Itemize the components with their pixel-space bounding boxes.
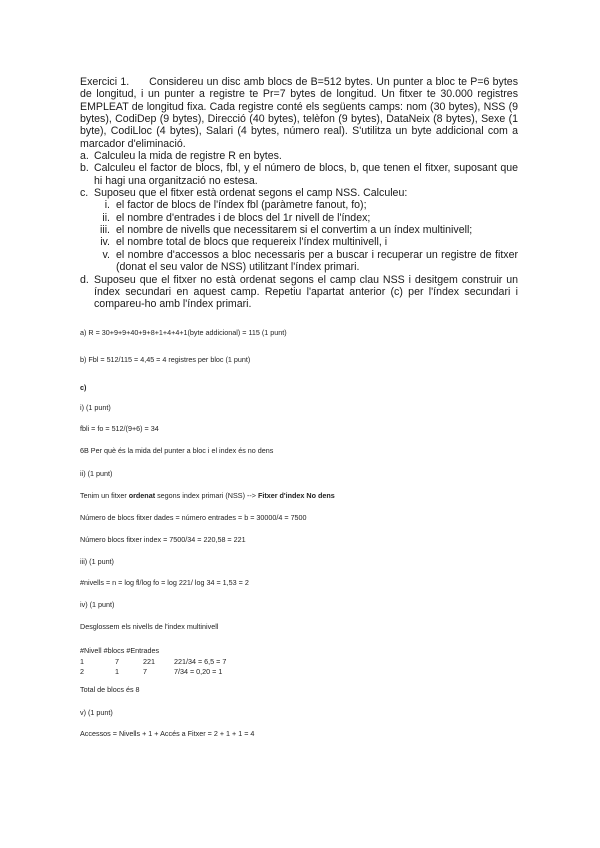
subquestion-text: el nombre total de blocs que requereix l'índex multinivell, i <box>116 236 388 249</box>
subquestion-marker: v. <box>102 248 110 261</box>
answer-c-iii-heading: iii) (1 punt) <box>80 557 114 566</box>
table-row <box>80 657 226 667</box>
answer-c-v-heading: v) (1 punt) <box>80 708 113 717</box>
question-b <box>80 162 518 187</box>
level-table-header: #Nivell #blocs #Entrades <box>80 646 160 655</box>
bold-text: ordenat <box>128 491 156 500</box>
table-row <box>80 667 226 677</box>
answer-c-iv-text: Desglossem els nivells de l'index multinivell <box>80 622 219 631</box>
subquestion-marker: i. <box>104 199 110 212</box>
exercise-label: Exercici 1. <box>80 76 130 88</box>
question-marker: c. <box>80 187 89 200</box>
question-marker: a. <box>80 150 89 163</box>
answer-c-heading: c) <box>80 383 87 392</box>
question-a <box>80 150 518 162</box>
subquestion-text: el nombre de nivells que necessitarem si el convertim a un índex multinivell; <box>116 224 473 237</box>
table-cell: 2 <box>80 666 84 676</box>
exercise-intro <box>80 76 518 150</box>
table-cell: 7/34 = 0,20 = 1 <box>174 666 223 676</box>
answer-c-i-note: 6B Per què és la mida del punter a bloc i el index és no dens <box>80 446 274 455</box>
answer-c-v-calc: Accessos = Nivells + 1 + Accés a Fitxer = 2 + 1 + 1 = 4 <box>80 729 255 738</box>
subquestion-marker: iii. <box>99 224 110 237</box>
table-cell: 7 <box>143 666 147 676</box>
question-list <box>80 150 518 310</box>
question-d <box>80 274 518 311</box>
answer-c-ii-data-blocks: Número de blocs fitxer dades = número entrades = b = 30000/4 = 7500 <box>80 513 307 522</box>
subquestion-text: el nombre d'entrades i de blocs del 1r nivell de l'índex; <box>116 211 371 224</box>
subquestion-marker: ii. <box>102 211 110 224</box>
answer-c-iii-calc: #nivells = n = log fl/log fo = log 221/ log 34 = 1,53 = 2 <box>80 578 249 587</box>
subquestion-list <box>80 199 518 273</box>
question-text: Suposeu que el fitxer està ordenat segons el camp NSS. Calculeu: <box>94 187 408 200</box>
subquestion-iv <box>80 236 518 248</box>
answer-c-ii-index-blocks: Número blocs fitxer index = 7500/34 = 220,58 = 221 <box>80 535 246 544</box>
answer-c-ii-heading: ii) (1 punt) <box>80 469 113 478</box>
subquestion-v <box>80 249 518 274</box>
plain-text: Tenim un fitxer <box>80 491 129 500</box>
answer-b: b) Fbl = 512/115 = 4,45 = 4 registres per bloc (1 punt) <box>80 355 251 364</box>
question-marker: b. <box>80 162 89 175</box>
question-c <box>80 187 518 273</box>
subquestion-text: el factor de blocs de l'índex fbl (paràmetre fanout, fo); <box>116 199 367 212</box>
table-cell: 1 <box>80 657 84 666</box>
question-marker: d. <box>80 273 89 286</box>
level-table <box>80 657 226 676</box>
subquestion-text: el nombre d'accessos a bloc necessaris per a buscar i recuperar un registre de fitxer (donat el seu valor de NSS) utilitzant l'índex primari. <box>116 248 518 274</box>
intro-text: Considereu un disc amb blocs de B=512 bytes. Un punter a bloc te P=6 bytes de longitud, i un punter a registre te Pr=7 bytes de longitud. Un fitxer te 30.000 registres EMPLEAT de longitud fixa. Cada registre conté els següents camps: nom (30 bytes), NSS (9 bytes), CodiDep (9 bytes), Direcció (40 bytes), telèfon (9 bytes), DataNeix (8 bytes), Sexe (1 byte), CodiLloc (4 bytes), Salari (4 bytes, número real). S'utilitza un byte addicional com a marcador d'eliminació. <box>80 76 518 150</box>
table-cell: 1 <box>115 666 119 676</box>
answer-c-iv-heading: iv) (1 punt) <box>80 600 115 609</box>
subquestion-iii <box>80 224 518 236</box>
question-text: Calculeu la mida de registre R en bytes. <box>94 150 282 163</box>
answer-a: a) R = 30+9+9+40+9+8+1+4+4+1(byte addicional) = 115 (1 punt) <box>80 328 287 337</box>
question-text: Suposeu que el fitxer no està ordenat segons el camp clau NSS i desitgem construir un índex secundari en aquest camp. Repetiu l'apartat anterior (c) per l'índex secundari i compareu-ho amb l'índex primari. <box>94 273 518 311</box>
total-blocks: Total de blocs és 8 <box>80 685 140 694</box>
plain-text: segons index primari (NSS) --> <box>155 491 258 500</box>
subquestion-ii <box>80 212 518 224</box>
question-text: Calculeu el factor de blocs, fbl, y el número de blocs, b, que tenen el fitxer, suposant que hi hagi una organització no estesa. <box>94 162 518 187</box>
subquestion-marker: iv. <box>100 236 110 249</box>
answer-c-ii-line <box>80 491 335 500</box>
table-cell: 7 <box>115 657 119 666</box>
exercise-statement <box>80 76 518 311</box>
bold-text: Fitxer d'index No dens <box>257 491 335 500</box>
answer-c-i-heading: i) (1 punt) <box>80 403 111 412</box>
subquestion-i <box>80 199 518 211</box>
table-cell: 221/34 = 6,5 = 7 <box>174 657 227 666</box>
answer-c-i-calc: fbli = fo = 512/(9+6) = 34 <box>80 424 159 433</box>
table-cell: 221 <box>143 657 155 666</box>
